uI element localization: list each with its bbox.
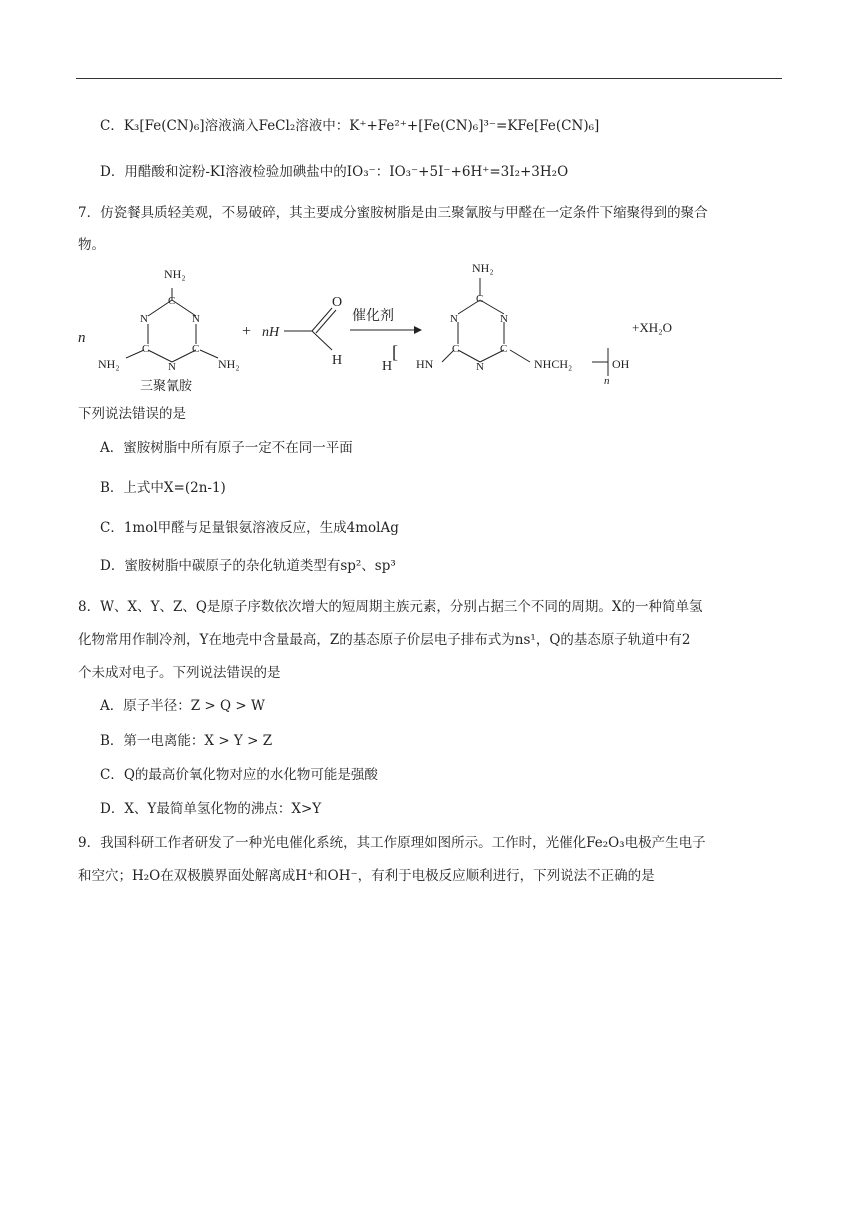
ring-n: N xyxy=(140,313,148,325)
q7-question: 下列说法错误的是 xyxy=(78,406,186,422)
q6-option-d: D．用醋酸和淀粉-KI溶液检验加碘盐中的IO₃⁻：IO₃⁻+5I⁻+6H⁺=3I₂+3H₂O xyxy=(100,164,569,180)
q6-option-c: C．K₃[Fe(CN)₆]溶液滴入FeCl₂溶液中：K⁺+Fe²⁺+[Fe(CN)₆]³⁻=KFe[Fe(CN)₆] xyxy=(100,118,600,134)
ring-c: C xyxy=(476,293,484,305)
scheme-nh2-left: NH₂ xyxy=(98,357,120,371)
q7-stem-line1: 7．仿瓷餐具质轻美观，不易破碎，其主要成分蜜胺树脂是由三聚氰胺与甲醛在一定条件下缩聚得到的聚合 xyxy=(78,205,708,221)
q9-stem-line2: 和空穴；H₂O在双极膜界面处解离成H⁺和OH⁻，有利于电极反应顺利进行，下列说法不正确的是 xyxy=(78,868,655,884)
arrow-head xyxy=(414,326,422,334)
scheme-product-water: +XH₂O xyxy=(632,320,673,335)
q8-option-d: D．X、Y最简单氢化物的沸点：X>Y xyxy=(100,801,322,817)
q8-option-c: C．Q的最高价氧化物对应的水化物可能是强酸 xyxy=(100,767,378,783)
ring-n: N xyxy=(450,313,458,325)
ring-n: N xyxy=(476,361,484,373)
ring-n: N xyxy=(500,313,508,325)
ring-c: C xyxy=(452,343,460,355)
q8-option-b: B．第一电离能：X > Y > Z xyxy=(100,733,273,749)
product-ring xyxy=(442,278,608,376)
scheme-n-sub: n xyxy=(604,375,610,387)
ring-n: N xyxy=(192,313,200,325)
ring-c: C xyxy=(500,343,508,355)
melamine-reaction-scheme xyxy=(76,258,716,404)
scheme-plus: + xyxy=(242,323,252,340)
q7-option-b: B．上式中X=(2n-1) xyxy=(100,480,226,496)
scheme-o: O xyxy=(332,295,343,310)
q7-stem-line2: 物。 xyxy=(78,237,105,253)
q7-option-a: A．蜜胺树脂中所有原子一定不在同一平面 xyxy=(100,440,353,456)
scheme-nh2-top: NH₂ xyxy=(164,267,186,281)
scheme-nh2-right: NH₂ xyxy=(218,357,240,371)
q7-option-c: C．1mol甲醛与足量银氨溶液反应，生成4molAg xyxy=(100,520,399,536)
bracket-left: [ xyxy=(392,342,398,362)
ring-c: C xyxy=(168,295,176,307)
ring-n: N xyxy=(168,361,176,373)
q9-stem-line1: 9．我国科研工作者研发了一种光电催化系统，其工作原理如图所示。工作时，光催化Fe₂O₃电极产生电子 xyxy=(78,835,706,851)
scheme-oh: OH xyxy=(612,357,630,371)
q7-option-d: D．蜜胺树脂中碳原子的杂化轨道类型有sp²、sp³ xyxy=(100,558,396,574)
scheme-melamine-label: 三聚氰胺 xyxy=(140,378,193,393)
scheme-nhch2: NHCH₂ xyxy=(534,357,573,371)
scheme-hn: HN xyxy=(416,357,434,371)
ring-c: C xyxy=(192,343,200,355)
formaldehyde-bonds xyxy=(284,308,336,350)
ring-c: C xyxy=(142,343,150,355)
scheme-catalyst: 催化剂 xyxy=(352,309,394,324)
scheme-nh: nH xyxy=(262,325,280,340)
scheme-n-left: n xyxy=(78,330,86,346)
q8-stem-line3: 个未成对电子。下列说法错误的是 xyxy=(78,665,281,681)
q8-stem-line2: 化物常用作制冷剂，Y在地壳中含量最高，Z的基态原子价层电子排布式为ns¹，Q的基态原子轨道中有2 xyxy=(78,632,691,648)
q8-stem-line1: 8．W、X、Y、Z、Q是原子序数依次增大的短周期主族元素，分别占据三个不同的周期。X的一种简单氢 xyxy=(78,599,703,615)
scheme-nh2-product: NH₂ xyxy=(472,261,494,275)
header-rule xyxy=(76,78,782,79)
q8-option-a: A．原子半径：Z > Q > W xyxy=(100,698,265,714)
scheme-h-end: H xyxy=(382,359,393,374)
scheme-h: H xyxy=(332,353,343,368)
